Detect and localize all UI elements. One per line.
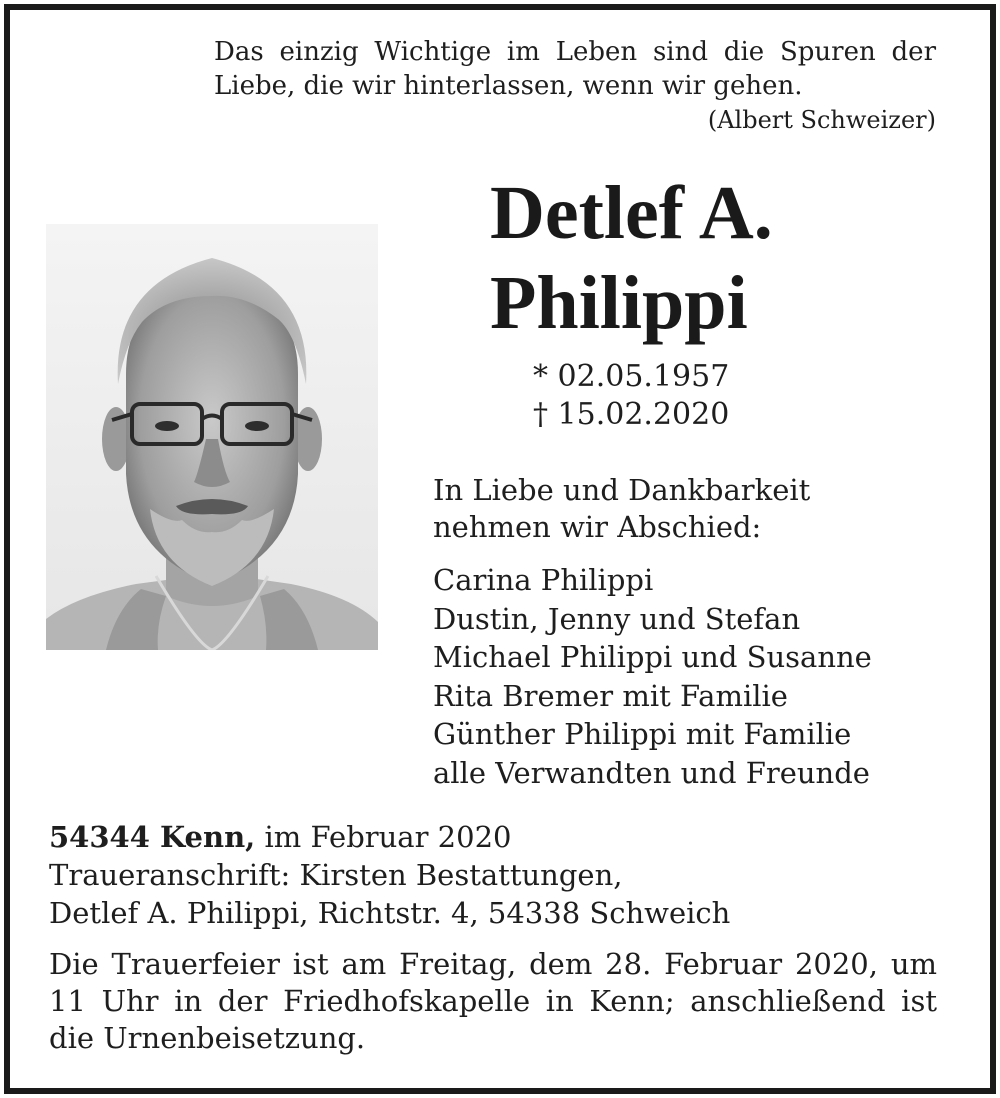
dedication-line2: nehmen wir Abschied: xyxy=(433,510,762,544)
portrait-photo xyxy=(46,224,378,650)
epigraph-text: Das einzig Wichtige im Leben sind die Spuren der Liebe, die wir hinterlassen, wenn wir gehen. xyxy=(214,37,936,101)
birth-date: * 02.05.1957 xyxy=(533,359,730,394)
ceremony-notice: Die Trauerfeier ist am Freitag, dem 28. Februar 2020, um 11 Uhr in der Friedhofskapelle in Kenn; anschließend ist die Urnenbeisetzung. xyxy=(49,947,937,1055)
deceased-name-line1: Detlef A. xyxy=(490,171,773,255)
epigraph xyxy=(214,35,936,137)
mourner-item: Rita Bremer mit Familie xyxy=(433,678,788,713)
mourner-item: Günther Philippi mit Familie xyxy=(433,717,852,751)
dedication-line1: In Liebe und Dankbarkeit xyxy=(433,473,811,507)
address-line1: Traueranschrift: Kirsten Bestattungen, xyxy=(49,858,623,892)
mourners-list xyxy=(433,561,872,792)
place-and-address xyxy=(49,818,730,932)
deceased-name xyxy=(490,168,773,348)
epigraph-author: (Albert Schweizer) xyxy=(707,106,936,134)
place-date xyxy=(49,818,730,856)
mourner-item: Dustin, Jenny und Stefan xyxy=(433,601,801,636)
mourner-item: alle Verwandten und Freunde xyxy=(433,755,870,790)
death-date: † 15.02.2020 xyxy=(533,397,730,432)
deceased-name-line2: Philippi xyxy=(490,261,748,345)
place-location: 54344 Kenn, xyxy=(49,820,256,854)
life-dates xyxy=(533,358,729,434)
place-month: im Februar 2020 xyxy=(255,820,512,854)
dedication xyxy=(433,472,810,546)
address-line2: Detlef A. Philippi, Richtstr. 4, 54338 Schweich xyxy=(49,896,731,930)
mourner-item: Michael Philippi und Susanne xyxy=(433,640,872,674)
mourner-item: Carina Philippi xyxy=(433,563,654,597)
